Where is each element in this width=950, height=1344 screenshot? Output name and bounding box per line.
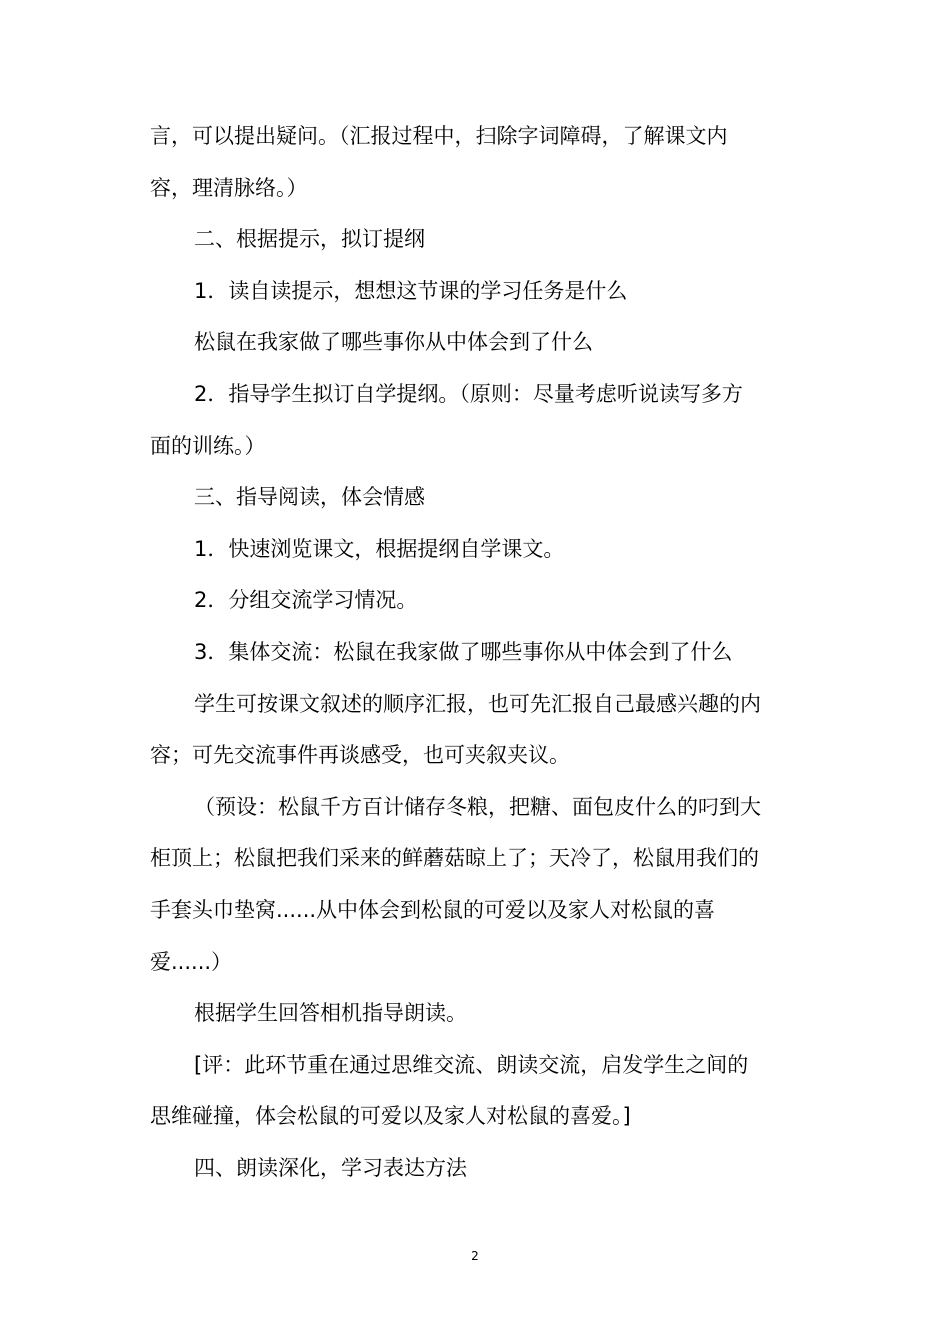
body-line-20: 思维碰撞，体会松鼠的可爱以及家人对松鼠的喜爱。]	[150, 1104, 631, 1129]
body-line-14: （预设：松鼠千方百计储存冬粮，把糖、面包皮什么的叼到大	[194, 794, 761, 819]
body-line-11: 3．集体交流：松鼠在我家做了哪些事你从中体会到了什么	[194, 639, 733, 664]
body-line-17: 爱......）	[150, 949, 233, 974]
body-line-9: 1．快速浏览课文，根据提纲自学课文。	[194, 536, 565, 561]
body-line-5: 松鼠在我家做了哪些事你从中体会到了什么	[194, 330, 593, 355]
body-line-6: 2．指导学生拟订自学提纲。（原则：尽量考虑听说读写多方	[194, 381, 743, 406]
body-line-4: 1．读自读提示，想想这节课的学习任务是什么	[194, 278, 628, 303]
body-line-19: [评：此环节重在通过思维交流、朗读交流，启发学生之间的	[194, 1052, 749, 1077]
body-line-18: 根据学生回答相机指导朗读。	[194, 1001, 467, 1026]
body-line-7: 面的训练。）	[150, 433, 266, 458]
section-heading-2: 二、根据提示，拟订提纲	[194, 227, 425, 252]
section-heading-3: 三、指导阅读，体会情感	[194, 485, 425, 510]
section-heading-4: 四、朗读深化，学习表达方法	[194, 1155, 467, 1180]
page-number: 2	[471, 1249, 479, 1263]
body-line-10: 2．分组交流学习情况。	[194, 588, 418, 613]
body-line-1: 言，可以提出疑问。（汇报过程中，扫除字词障碍，了解课文内	[150, 124, 728, 148]
body-line-13: 容；可先交流事件再谈感受，也可夹叙夹议。	[150, 743, 570, 768]
document-body	[150, 111, 800, 1194]
body-line-16: 手套头巾垫窝......从中体会到松鼠的可爱以及家人对松鼠的喜	[150, 897, 716, 922]
body-line-15: 柜顶上；松鼠把我们采来的鲜蘑菇晾上了；天冷了，松鼠用我们的	[150, 846, 759, 871]
body-line-12: 学生可按课文叙述的顺序汇报，也可先汇报自己最感兴趣的内	[194, 691, 761, 716]
body-line-2: 容，理清脉络。）	[150, 175, 308, 200]
